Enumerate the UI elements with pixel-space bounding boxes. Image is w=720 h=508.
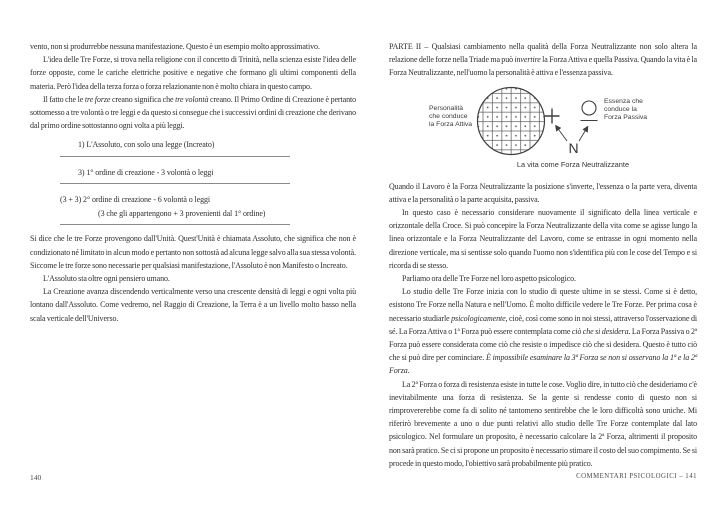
essence-label-line3: Forza Passiva [604, 113, 648, 121]
paragraph-right-4: Parliamo ora delle Tre Forze nel loro aspetto psicologico. [402, 274, 576, 284]
paragraph-right-6: La 2ª Forza o forza di resistenza esiste in tutte le cose. Voglio dire, in tutto ciò che desideriamo c'è inevitabilmente una forza di resistenza. Se la gente si rendesse conto di questo non si rimprovererebbe come fa di solito né tantomeno sentirebbe che le loro difficoltà sono uniche. Mi riferirò brevemente a uno o due punti relativi allo studio delle Tre Forze contemplate dal lato psicologico. Nel formulare un proposito, è necessario calcolare la 2ª Forza, altrimenti il proposito non sarà pratico. Se ci si propone un proposito è necessario stimare il costo del suo compimento. Se si procede in questo modo, l'obiettivo sarà probabilmente più pratico. [389, 379, 697, 468]
triad-diagram [389, 84, 697, 172]
paragraph-left-4: Si dice che le tre Forze provengono dall'Unità. Quest'Unità è chiamata Assoluto, che significa che non è condizionato né limitato in alcun modo e pertanto non sottostà ad alcuna legge salvo alla sua stessa volontà. Siccome le tre forze sono necessarie per qualsiasi manifestazione, l'Assoluto è non Manifesto o Increato. [30, 234, 356, 270]
essence-label-line2: conduce la [604, 105, 637, 113]
page-number-left: 140 [30, 473, 42, 482]
essence-label-line1: Essenza che [604, 97, 643, 105]
personality-circle [478, 87, 545, 154]
personality-label-line2: che conduce [429, 112, 468, 120]
paragraph-left-1: vento, non si produrrebbe nessuna manifestazione. Questo è un esempio molto approssimativo. [30, 42, 320, 51]
running-footer-right: COMMENTARI PSICOLOGICI – 141 [576, 473, 697, 480]
neutralizing-force-n: N [568, 139, 579, 156]
page-right [389, 40, 697, 470]
list-item-second-order: (3 + 3) 2° ordine di creazione - 6 volontà o leggi (3 che gli appartengono + 3 provenienti dal 1° ordine) [60, 193, 290, 225]
paragraph-left-6: La Creazione avanza discendendo verticalmente verso una crescente densità di leggi e ogni volta più lontano dall'Assoluto. Come vedremo, nel Raggio di Creazione, la Terra è a un livello molto basso nella scala verticale dell'Universo. [30, 287, 356, 323]
essence-circle [582, 101, 596, 115]
arrow-to-minus [579, 127, 588, 141]
triad-diagram-svg [389, 84, 697, 172]
list-item-absolute: 1) L'Assoluto, con solo una legge (Increato) [60, 138, 290, 157]
paragraph-right-2: Quando il Lavoro è la Forza Neutralizzante la posizione s'inverte, l'essenza o la parte vera, diventa attiva e la personalità o la parte acquisita, passiva. [389, 181, 697, 204]
plus-sign [545, 108, 560, 123]
personality-label-line3: la Forza Attiva [429, 120, 473, 128]
paragraph-right-3: In questo caso è necessario considerare nuovamente il significato della linea verticale e orizzontale della Croce. Si può concepire la Forza Neutralizzante della vita come se agisse lungo la linea orizzontale e la Forza Neutralizzante del Lavoro, come se entrasse in ogni momento nella direzione verticale, ma si sentisse solo quando l'uomo non s'identifica più con le cose del Tempo e si ricorda di se stesso. [389, 208, 697, 270]
paragraph-left-3: Il fatto che le tre forze creano significa che tre volontà creano. Il Primo Ordine di Creazione è pertanto sottomesso a tre volontà o tre leggi e da questo si consegue che i successivi ordini di creazione che derivano dal primo ordine sottostanno ogni volta a più leggi. [30, 94, 356, 131]
paragraph-left-5: L'Assoluto sta oltre ogni pensiero umano. [43, 274, 170, 284]
creation-orders-list [60, 138, 290, 225]
paragraph-right-1: PARTE II – Qualsiasi cambiamento nella qualità della Forza Neutralizzante non solo altera la relazione delle forze nella Triade ma può invertire la Forza Attiva e quella Passiva. Quando la vita è la Forza Neutralizzante, nell'uomo la personalità è attiva e l'essenza passiva. [389, 42, 697, 78]
diagram-caption: La vita come Forza Neutralizzante [516, 159, 630, 169]
page-left [30, 40, 356, 325]
paragraph-right-5: Lo studio delle Tre Forze inizia con lo studio di queste ultime in se stessi. Come si è detto, esistono Tre Forze nella Natura e nell'Uomo. È molto difficile vedere le Tre Forze. Per prima cosa è necessario studiarle psicologicamente, cioè, così come sono in noi stessi, attraverso l'osservazione di sé. La Forza Attiva o 1ª Forza può essere contemplata come ciò che si desidera. La Forza Passiva o 2ª Forza può essere considerata come ciò che resiste o impedisce ciò che si desidera. Questo è tutto ciò che si può dire per cominciare. È impossibile esaminare la 3ª Forza se non si osservano la 1ª e la 2ª Forza. [389, 287, 698, 376]
paragraph-left-2: L'idea delle Tre Forze, si trova nella religione con il concetto di Trinità, nella scienza esiste l'idea delle forze opposte, come le cariche elettriche positive e negative che formano gli ultimi componenti della materia. Però l'idea della terza forza o forza relazionante non è molto chiara in questo campo. [30, 55, 356, 91]
personality-label-line1: Personalità [429, 104, 464, 112]
list-item-first-order: 3) 1° ordine di creazione - 3 volontà o leggi [60, 166, 290, 185]
arrow-to-plus [556, 126, 567, 141]
